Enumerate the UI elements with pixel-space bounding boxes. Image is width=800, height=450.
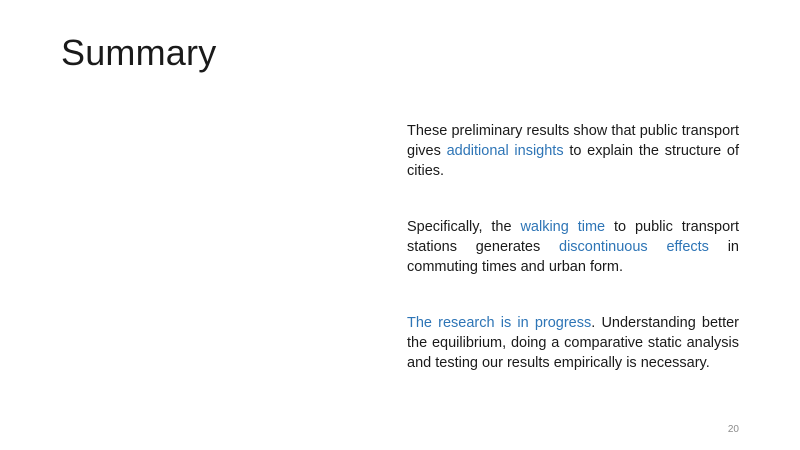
paragraph-1 xyxy=(407,121,739,181)
paragraph-1-text-after: to explain the structure of cities. xyxy=(407,143,739,179)
page-number: 20 xyxy=(727,424,739,435)
paragraph-3 xyxy=(407,313,739,373)
paragraph-1-highlight: additional insights xyxy=(446,143,564,159)
paragraph-2-text-after: in commuting times and urban form. xyxy=(407,239,739,275)
paragraph-2-highlight-1: walking time xyxy=(520,219,606,235)
paragraph-3-text-after: . Understanding better the equilibrium, doing a comparative static analysis and testing our results empirically is necessary. xyxy=(407,315,740,371)
paragraph-2 xyxy=(407,217,739,277)
slide-body xyxy=(407,121,739,373)
paragraph-1-text-before: These preliminary results show that public transport gives xyxy=(407,123,739,159)
paragraph-3-highlight: The research is in progress xyxy=(407,315,592,331)
paragraph-2-text-middle: to public transport stations generates xyxy=(407,219,739,255)
paragraph-2-highlight-2: discontinuous effects xyxy=(559,239,709,255)
slide-title: Summary xyxy=(61,32,217,73)
paragraph-2-text-before: Specifically, the xyxy=(407,219,521,235)
